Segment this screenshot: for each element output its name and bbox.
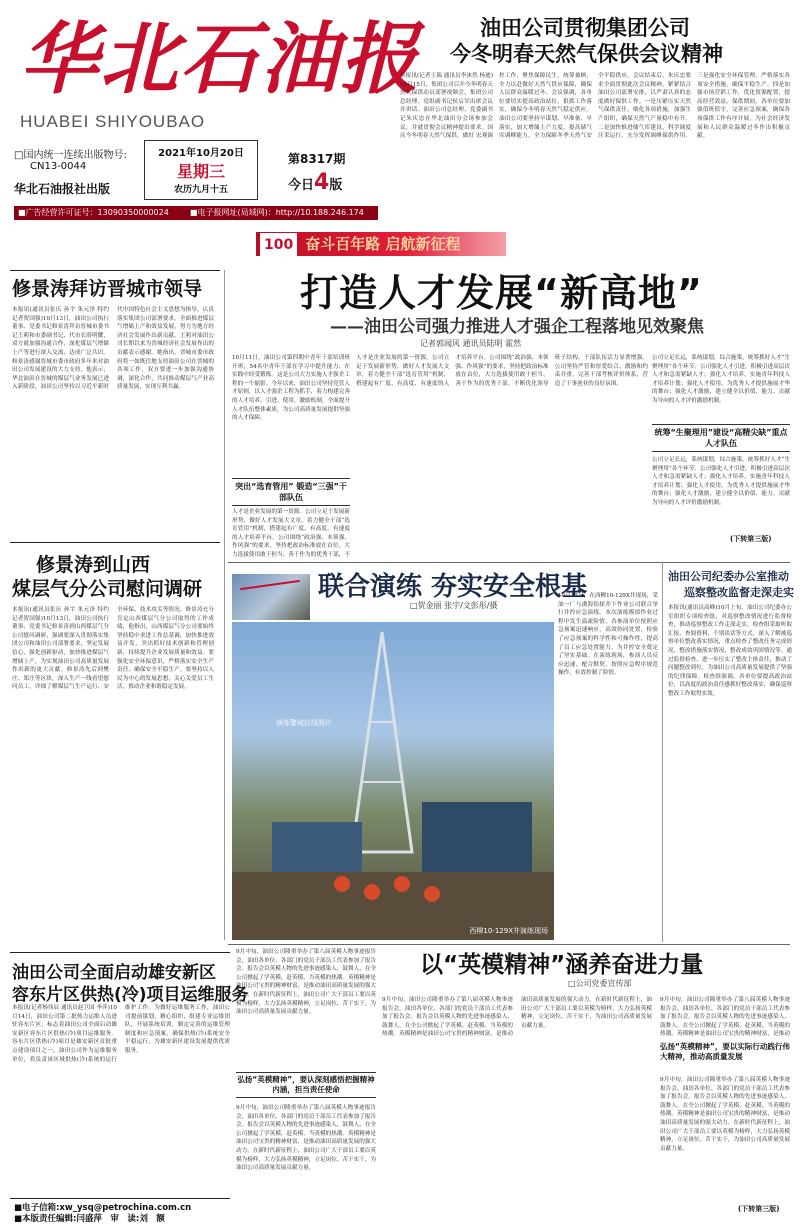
feature-subhead-2-text: 统筹“生聚理用”建设“高精尖缺”重点人才队伍 bbox=[654, 428, 788, 448]
feature-body-3a: 公司立足长远，系统谋划，综合施策，统筹抓好人才“生聚理用”各个环节。公司强化人才引进，积极引进高层次人才和急需紧缺人才；强化人才培养，实施青年科技人才培养计划；强化人才使用，为优秀人才提供施展才华的舞台；强化人才激励，建立健全以价值、能力、贡献为导向的人才评价激励机制。 bbox=[652, 355, 790, 404]
inspection-body: 本报讯(通讯员高峰)10月上旬，油田公司纪委办公室组织专项检查组，对巡察整改情况进行监督检查，推动巡察整改工作走深走实。检查组采取听取汇报、查阅资料、个别谈话等方式，深入了解被巡察单位整改落实情况，重点检查了整改任务完成情况、整改措施落实情况、整改成效巩固情况等。通过监督检查，进一步压实了整改主体责任，推动了问题整改到位，为油田公司高质量发展提供了坚强的纪律保障。检查组强调，各单位要提高政治站位，以高度的政治责任感抓好整改落实，确保巡察整改工作取得实效。 bbox=[668, 605, 792, 697]
lead-headline-1: 油田公司贯彻集团公司 bbox=[480, 16, 690, 40]
hero-subhead-1-text: 弘扬“英模精神”，要认深刻感悟把握精神内涵，担当责任使命 bbox=[237, 1075, 375, 1094]
hero-byline: □公司党委宣传部 bbox=[568, 979, 632, 988]
email-icon: ■ bbox=[14, 1203, 23, 1213]
editor-icon: ■ bbox=[14, 1214, 23, 1224]
hero-body-b: 9月中旬，油田公司隆重举办了第八届英模人物事迹报告会，油田各单位、各部门的党员干部员工代表参加了报告会。报告会以英模人物的先进事迹感染人、鼓舞人，在全公司掀起了学英模、赶英模、当英模的热潮。英模精神是油田公司宝贵的精神财富，是推动油田高质量发展的强大动力。在新时代新征程上，油田公司广大干部员工要以英模为榜样，大力弘扬英模精神，立足岗位、苦干实干，为油田公司高质量发展贡献力量。 bbox=[382, 997, 652, 1038]
weekday: 星期三 bbox=[176, 162, 225, 181]
cn-value: CN13-0044 bbox=[30, 161, 87, 172]
masthead-logo bbox=[20, 14, 440, 118]
left-body-2: 本报讯(通讯员张庆 孙宇 朱元泽 特约记者贺国强)10月13日，油田公司执行董事、党委书记修景涛到山西煤层气分公司慰问调研，强调要深入贯彻落实集团公司和油田公司部署要求，坚定发展信心，强化创新驱动，加快推进煤层气增储上产，为实现油田公司高质量发展作出新的更大贡献。修景涛先后到樊庄、郑庄等区块，深入生产一线看望慰问员工，详细了解煤层气生产运行、安全环保、技术攻关等情况。修景涛充分肯定山西煤层气分公司取得的工作成绩，他指出，山西煤层气分公司要始终坚持稳中求进工作总基调，加快推进效益开发，突出抓好技术创新和管理创新，持续提升企业发展质量和效益。要强化安全环保意识，严格落实安全生产责任，确保安全平稳生产。要坚持以人民为中心的发展思想，关心关爱员工生活，推动企业和谐稳定发展。 bbox=[12, 607, 214, 691]
lunar-date: 农历九月十五 bbox=[173, 185, 228, 195]
hero-headline: 以“英模精神”涵养奋进力量 bbox=[420, 952, 704, 978]
drill-byline: □贺金丽 张宇/文彭彤/摄 bbox=[410, 601, 498, 610]
lead-headline-2: 今冬明春天然气保供会议精神 bbox=[450, 42, 723, 66]
feature-subhead-1 bbox=[232, 478, 350, 506]
photo-caption-2: 西柳10-129X井演练现场 bbox=[469, 927, 548, 935]
feature-subhead-2 bbox=[652, 424, 790, 452]
logo-text: 华北石油报 bbox=[20, 14, 421, 105]
logo-pinyin: HUABEI SHIYOUBAO bbox=[20, 112, 206, 131]
hero-body-c: 9月中旬，油田公司隆重举办了第八届英模人物事迹报告会，油田各单位、各部门的党员干部员工代表参加了报告会。报告会以英模人物的先进事迹感染人、鼓舞人，在全公司掀起了学英模、赶英模、当英模的热潮。英模精神是油田公司宝贵的精神财富，是推动 bbox=[660, 997, 790, 1038]
drill-body: 10月13日，在西柳10-129X井现场，采油一厂与渤海钻探井下作业公司联合举行井控应急演练。本次演练模拟作业过程中发生溢流险情，各参演单位按照应急预案迅速响应，高效协同处置，检验了应急预案的科学性和可操作性，提高了员工应急处置能力，为井控安全奠定了坚实基础。在演练现场，参演人员反应迅速、配合默契，按照应急程序规范操作，有效控制了险情。 bbox=[558, 593, 658, 677]
hero-body-a: 9月中旬，油田公司隆重举办了第八届英模人物事迹报告会，油田各单位、各部门的党员干部员工代表参加了报告会。报告会以英模人物的先进事迹感染人、鼓舞人，在全公司掀起了学英模、赶英模、当英模的热潮。英模精神是油田公司宝贵的精神财富，是推动油田高质量发展的强大动力。在新时代新征程上，油田公司广大干部员工要以英模为榜样，大力弘扬英模精神，立足岗位、苦干实干，为油田公司高质量发展贡献力量。 bbox=[236, 1105, 376, 1172]
feature-continued: (下转第三版) bbox=[730, 535, 772, 543]
hero-subhead-1 bbox=[236, 1072, 376, 1098]
hero-continued: (下转第三版) bbox=[738, 1205, 780, 1213]
feature-subhead-1-text: 突出“选育管用” 锻造“三强”干部队伍 bbox=[235, 482, 347, 502]
issue-number: 第8317期 bbox=[288, 152, 346, 166]
left-headline-3a: 油田公司全面启动雄安新区 bbox=[12, 963, 216, 983]
banner-text: 奋斗百年路 启航新征程 bbox=[305, 235, 461, 253]
cn-label: □国内统一连续出版物号: bbox=[14, 150, 127, 161]
left-body-3: 本报讯(记者杨伟辰 通讯员赵卫国 李萍)10月14日，油田公司第二批热力运维人员进驻容东片区，标志着油田公司全面启动雄安新区容东片区供热(冷)项目运维服务。容东片区供热(冷)项目是雄安新区首批重点建设项目之一，油田公司作为运维服务单位，将负责该区域供热(冷)系统的运行维护工作。为做好运维服务工作，油田公司提前谋划，精心组织，组建专业运维团队，开展系统培训，制定完善的运维管理制度和应急预案，确保供热(冷)系统安全平稳运行，为雄安新区建设发展提供优质服务。 bbox=[12, 1005, 230, 1063]
ad-license: 广告经营许可证号：13090350000024 bbox=[25, 208, 169, 217]
banner-number: 100 bbox=[260, 233, 297, 257]
feature-body-2b bbox=[356, 354, 648, 544]
license-icon: ■ bbox=[18, 208, 26, 217]
epaper-icon: ■ bbox=[189, 208, 198, 217]
epaper-url[interactable]: 电子报网址(局域网)：http://10.188.246.174 bbox=[197, 208, 364, 217]
lead-body: 本报讯(记者王瑞 通讯员李沐然 杨迪)10月15日，集团公司召开今冬明春天然气保供动员部署视频会，集团公司总经理、党组副书记侯启军出席会议并讲话。油田公司总经理、党委副书记朱庆忠在华北油田分会场参加会议，并就贯彻会议精神提出要求。国庆今冬明春天然气保供，做好 宏观调控工作，聚焦保障民生，统筹兼顾，全力以赴做好天然气供应保障，确保人民群众温暖过冬。会议强调，各单位要切实提高政治站位，狠抓工作落实，确保今冬明春天然气稳定供应。油田公司要坚持早谋划、早准备、早落实，加大增储上产力度，提高储气库调峰能力，全力保障冬季天然气安全平稳供应。会议结束后，朱庆忠要求全面贯彻此次会议精神，紧紧结合油田公司部署安排，以严肃认真的态度做好保供工作。一是压紧压实天然气保供责任，细化各项措施，加强生产组织，确保天然气产量稳中有升。二是加快推进储气库建设，科学调度注采运行，充分发挥调峰保供作用。三是强化安全环保管理，严格落实各项安全措施，确保平稳生产。四是加强市场营销工作，优化资源配置，提高经营效益。保供期间，各单位要加强值班值守，完善应急预案，确保各项保供工作有序开展，为社会经济发展和人民群众温暖过冬作出积极贡献。 bbox=[400, 73, 790, 140]
left-headline-2a: 修景涛到山西 bbox=[36, 554, 151, 576]
left-headline-2b: 煤层气分公司慰问调研 bbox=[12, 578, 203, 600]
drill-photo-main bbox=[232, 622, 554, 940]
pages-count: 4 bbox=[314, 170, 330, 195]
hero-intro: 9月中旬，油田公司隆重举办了第八届英模人物事迹报告会，油田各单位、各部门的党员干部员工代表参加了报告会。报告会以英模人物的先进事迹感染人、鼓舞人，在全公司掀起了学英模、赶英模、当英模的热潮。英模精神是油田公司宝贵的精神财富，是推动油田高质量发展的强大动力。在新时代新征程上，油田公司广大干部员工要以英模为榜样，大力弘扬英模精神，立足岗位、苦干实干，为油田公司高质量发展贡献力量。 bbox=[236, 949, 376, 1016]
feature-body-2b-text: 人才是企业发展的第一资源。公司立足于发展新形势，做好人才发展大文章，着力健全干部“选育管用”机制，搭建起有广度、有高度、有速度的人才培养平台。公司围绕“政治强、本领强、作风强”的要求，坚持把政治标准放在首位，大力选拔使用敢于担当、善于作为的优秀干部，不断优化领导班子结构，干部队伍活力显著增强。公司坚持严管和厚爱结合、激励和约束并重，完善干部考核评价体系，营造了干事创业的良好氛围。 bbox=[356, 355, 648, 387]
editor-text: 本版责任编辑:闫盛萍 审 读:刘 额 bbox=[22, 1214, 165, 1224]
email-text[interactable]: 电子信箱:xw_ysq@petrochina.com.cn bbox=[22, 1203, 192, 1213]
feature-body-1: 10月11日，油田公司第四期中青年干部培训班开班，54名中青年干部在学习中提升能力、在实践中经受锻炼。这是公司大力实施人才强企工程的一个缩影。今年以来，油田公司坚持党管人才原则，以人才强企工程为抓手，着力构建完善的人才培养、引进、使用、激励机制，全面提升人才队伍整体素质，为公司高质量发展提供坚强的人才保障。 bbox=[232, 355, 350, 422]
pages-today bbox=[288, 170, 342, 195]
pages-prefix: 今日 bbox=[288, 178, 315, 193]
drill-headline: 联合演练 夯实安全根基 bbox=[318, 572, 588, 602]
date-box bbox=[144, 140, 258, 200]
rig-illustration bbox=[232, 622, 554, 940]
inspection-headline-1: 油田公司纪委办公室推动 bbox=[668, 570, 789, 583]
left-headline-1: 修景涛拜访晋城市领导 bbox=[12, 278, 203, 300]
publisher: 华北石油报社出版 bbox=[14, 182, 111, 196]
feature-body-2: 人才是企业发展的第一资源。公司立足于发展新形势，做好人才发展大文章，着力健全干部“选育管用”机制，搭建起有广度、有高度、有速度的人才培养平台。公司围绕“政治强、本领强、作风强”的要求，坚持把政治标准放在首位，大力选拔使用敢于担当、善于作为的优秀干部，不 bbox=[232, 509, 350, 558]
feature-byline: 记者郭闻风 通讯员陆明 霍然 bbox=[420, 339, 522, 348]
drill-photo-small bbox=[232, 574, 310, 620]
hero-subhead-2 bbox=[660, 1040, 790, 1064]
left-body-1: 本报讯(通讯员张庆 孙宇 朱元泽 特约记者贺国强)10月13日，油田公司执行董事、党委书记修景涛拜访晋城市委书记王莉和市委副书记、代市长薛明耀，双方就加强沟通合作、深化煤层气增储上产等进行深入交流、达成广泛共识。修景涛感谢晋城市委市政府多年来对油田公司发展建设的大力支持。他表示，华北油田在晋城的煤层气业务发展已进入新阶段，油田公司坚持以习近平新时代中国特色社会主义思想为指导，认真落实集团公司部署要求，全面推进煤层气增储上产和效益发展，努力为地方经济社会发展作出新贡献。王莉对油田公司长期以来为晋城经济社会发展作出的贡献表示感谢。她指出，晋城市委市政府将一如既往地支持油田公司在晋城的各项工作，双方要进一步加强沟通协调，深化合作，共同推动煤层气产业高质量发展，实现互利共赢。 bbox=[12, 307, 214, 391]
date: 2021年10月20日 bbox=[158, 148, 244, 159]
inspection-headline-2: 巡察整改监督走深走实 bbox=[684, 586, 794, 599]
pages-suffix: 版 bbox=[329, 178, 343, 193]
hero-body-d: 9月中旬，油田公司隆重举办了第八届英模人物事迹报告会，油田各单位、各部门的党员干部员工代表参加了报告会。报告会以英模人物的先进事迹感染人、鼓舞人，在全公司掀起了学英模、赶英模、当英模的热潮。英模精神是油田公司宝贵的精神财富，是推动油田高质量发展的强大动力。在新时代新征程上，油田公司广大干部员工要以英模为榜样，大力弘扬英模精神，立足岗位、苦干实干，为油田公司高质量发展贡献力量。 bbox=[660, 1077, 790, 1152]
license-bar bbox=[14, 206, 378, 220]
left-headline-3b: 容东片区供热(冷)项目运维服务 bbox=[12, 985, 249, 1005]
feature-headline: 打造人才发展“新高地” bbox=[300, 271, 703, 315]
hero-subhead-2-text: 弘扬“英模精神”，要以实际行动践行伟大精神，推动高质量发展 bbox=[660, 1042, 790, 1061]
feature-subheadline: ——油田公司强力推进人才强企工程落地见效聚焦 bbox=[330, 317, 704, 337]
photo-caption-1: 演练警戒拉线照片 bbox=[276, 719, 332, 727]
centenary-banner bbox=[256, 232, 506, 256]
feature-body-3b: 公司立足长远，系统谋划，综合施策，统筹抓好人才“生聚理用”各个环节。公司强化人才引进，积极引进高层次人才和急需紧缺人才；强化人才培养，实施青年科技人才培养计划；强化人才使用，为优秀人才提供施展才华的舞台；强化人才激励，建立健全以价值、能力、贡献为导向的人才评价激励机制。 bbox=[652, 457, 790, 506]
footer-editor bbox=[14, 1212, 165, 1224]
